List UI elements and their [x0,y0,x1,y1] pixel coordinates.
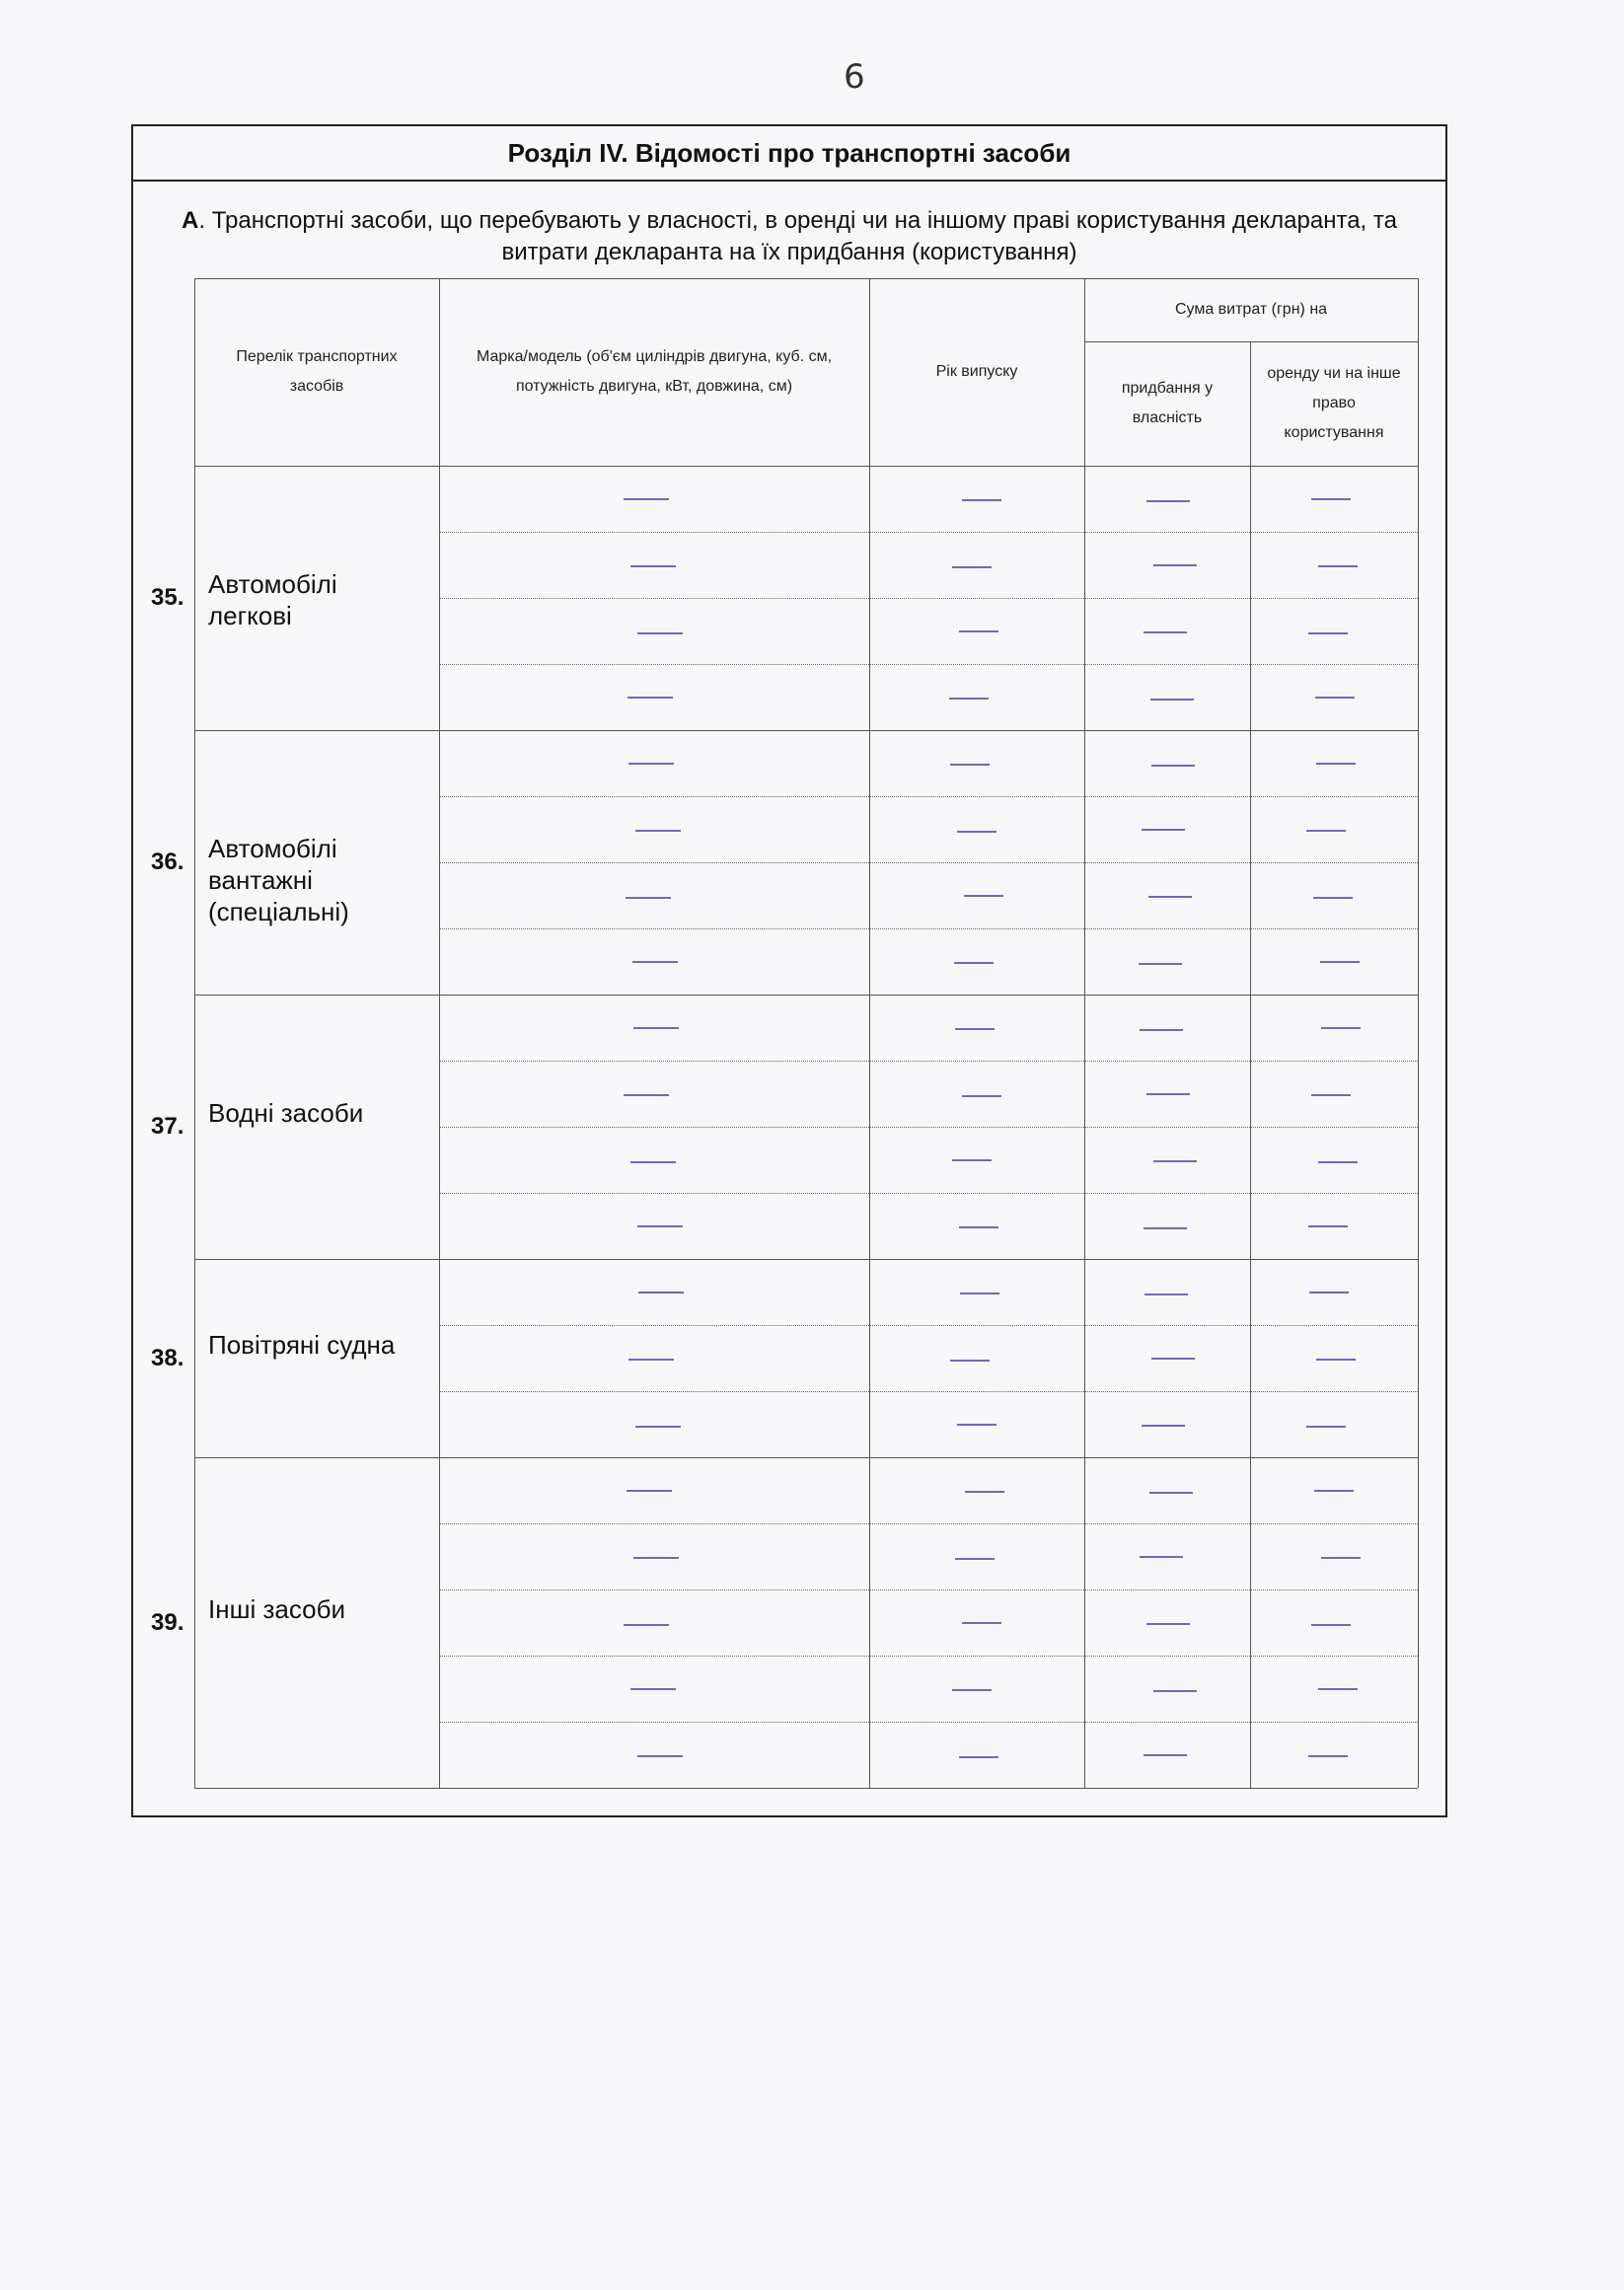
empty-entry-mark [964,895,1003,897]
empty-entry-mark [1153,564,1197,566]
empty-entry-mark [630,565,676,567]
empty-entry-mark [633,1027,679,1029]
header-brand: Марка/модель (об'єм циліндрів двигуна, куб. см, потужність двигуна, кВт, довжина, см) [476,348,833,395]
empty-entry-mark [628,1359,674,1361]
empty-entry-mark [1142,829,1185,831]
empty-entry-mark [1311,1094,1351,1096]
empty-entry-mark [952,566,992,568]
empty-entry-mark [955,1028,995,1030]
empty-entry-mark [1144,631,1187,633]
entry-line [439,1325,1418,1326]
empty-entry-mark [1318,1688,1358,1690]
empty-entry-mark [1308,1225,1348,1227]
empty-entry-mark [959,630,998,632]
page-number: 6 [844,57,865,97]
subtitle-letter: А [182,207,199,234]
entry-line [439,862,1418,863]
header-expenses: Сума витрат (грн) на [1174,301,1328,318]
empty-entry-mark [1318,1161,1358,1163]
section-subtitle [173,205,1406,268]
row-label: Інші засоби [208,1593,345,1624]
empty-entry-mark [1150,699,1194,701]
empty-entry-mark [1153,1690,1197,1692]
empty-entry-mark [1306,1426,1346,1428]
row-number: 39. [151,1608,185,1636]
section-title: Розділ IV. Відомості про транспортні засоби [133,126,1445,182]
entry-line [439,796,1418,797]
category-divider [194,1457,1418,1458]
empty-entry-mark [1144,1227,1187,1229]
empty-entry-mark [627,697,673,699]
empty-entry-mark [952,1159,992,1161]
empty-entry-mark [962,499,1001,501]
empty-entry-mark [624,498,669,500]
empty-entry-mark [1149,1492,1193,1494]
empty-entry-mark [633,1557,679,1559]
vehicles-table [151,278,1418,1788]
empty-entry-mark [630,1688,676,1690]
empty-entry-mark [1318,565,1358,567]
empty-entry-mark [1144,1293,1188,1295]
empty-entry-mark [1146,1623,1190,1625]
entry-line [439,1523,1418,1524]
empty-entry-mark [635,830,681,832]
empty-entry-mark [637,1225,683,1227]
empty-entry-mark [1142,1425,1185,1427]
empty-entry-mark [965,1491,1004,1493]
row-number: 37. [151,1113,185,1140]
empty-entry-mark [1311,498,1351,500]
empty-entry-mark [1316,763,1356,765]
entry-line [439,1391,1418,1392]
empty-entry-mark [632,961,678,963]
entry-line [439,664,1418,665]
empty-entry-mark [952,1689,992,1691]
empty-entry-mark [962,1095,1001,1097]
entry-line [439,598,1418,599]
header-split-line [1084,341,1418,342]
empty-entry-mark [950,1360,990,1362]
empty-entry-mark [955,1558,995,1560]
header-list: Перелік транспортних засобів [236,348,398,395]
empty-entry-mark [626,897,671,899]
category-divider [194,730,1418,731]
row-label: Повітряні судна [208,1329,396,1360]
empty-entry-mark [950,764,990,766]
empty-entry-mark [1314,1490,1354,1492]
empty-entry-mark [1311,1624,1351,1626]
empty-entry-mark [637,632,683,634]
table-column-line [194,278,195,1788]
entry-line [439,928,1418,929]
entry-line [439,1656,1418,1657]
row-label: Автомобілі легкові [208,569,337,630]
empty-entry-mark [1321,1557,1361,1559]
category-divider [194,995,1418,996]
empty-entry-mark [1308,1755,1348,1757]
empty-entry-mark [1320,961,1360,963]
empty-entry-mark [638,1292,684,1293]
empty-entry-mark [960,1293,999,1294]
entry-line [439,1193,1418,1194]
table-column-line [869,278,870,1788]
entry-line [439,1061,1418,1062]
empty-entry-mark [959,1226,998,1228]
row-number: 35. [151,584,185,611]
row-label: Автомобілі вантажні (спеціальні) [208,834,349,926]
table-column-line [439,278,440,1788]
empty-entry-mark [635,1426,681,1428]
empty-entry-mark [1139,963,1182,965]
declaration-section [131,124,1447,1817]
empty-entry-mark [1316,1359,1356,1361]
empty-entry-mark [1148,896,1192,898]
empty-entry-mark [1313,897,1353,899]
entry-line [439,532,1418,533]
table-column-line [1418,278,1419,1788]
empty-entry-mark [1151,765,1195,767]
header-year: Рік випуску [935,363,1018,380]
category-divider [194,1259,1418,1260]
empty-entry-mark [962,1622,1001,1624]
empty-entry-mark [1153,1160,1197,1162]
empty-entry-mark [630,1161,676,1163]
empty-entry-mark [624,1624,669,1626]
table-column-line [1250,341,1251,1788]
empty-entry-mark [627,1490,672,1492]
subtitle-text: . Транспортні засоби, що перебувають у власності, в оренді чи на іншому праві користування декларанта, та витрати декларанта на їх придбання (користування) [198,207,1397,265]
empty-entry-mark [1140,1029,1183,1031]
empty-entry-mark [954,962,994,964]
empty-entry-mark [1151,1358,1195,1360]
header-rent: оренду чи на інше право користування [1267,365,1401,441]
empty-entry-mark [624,1094,669,1096]
empty-entry-mark [1144,1754,1187,1756]
row-number: 38. [151,1344,185,1371]
row-label: Водні засоби [208,1098,364,1128]
empty-entry-mark [1309,1292,1349,1293]
empty-entry-mark [1321,1027,1361,1029]
row-number: 36. [151,849,185,875]
empty-entry-mark [1140,1556,1183,1558]
empty-entry-mark [1306,830,1346,832]
table-column-line [1084,278,1085,1788]
empty-entry-mark [957,1424,997,1426]
entry-line [439,1589,1418,1590]
empty-entry-mark [1308,632,1348,634]
header-bottom-line [194,466,1418,467]
header-purchase: придбання у власність [1121,380,1214,426]
empty-entry-mark [1315,697,1355,699]
entry-line [439,1127,1418,1128]
empty-entry-mark [628,763,674,765]
empty-entry-mark [1146,500,1190,502]
empty-entry-mark [949,698,989,700]
category-divider [194,1788,1418,1789]
empty-entry-mark [1146,1093,1190,1095]
empty-entry-mark [637,1755,683,1757]
table-border-top [194,278,1418,279]
empty-entry-mark [959,1756,998,1758]
entry-line [439,1722,1418,1723]
empty-entry-mark [957,831,997,833]
